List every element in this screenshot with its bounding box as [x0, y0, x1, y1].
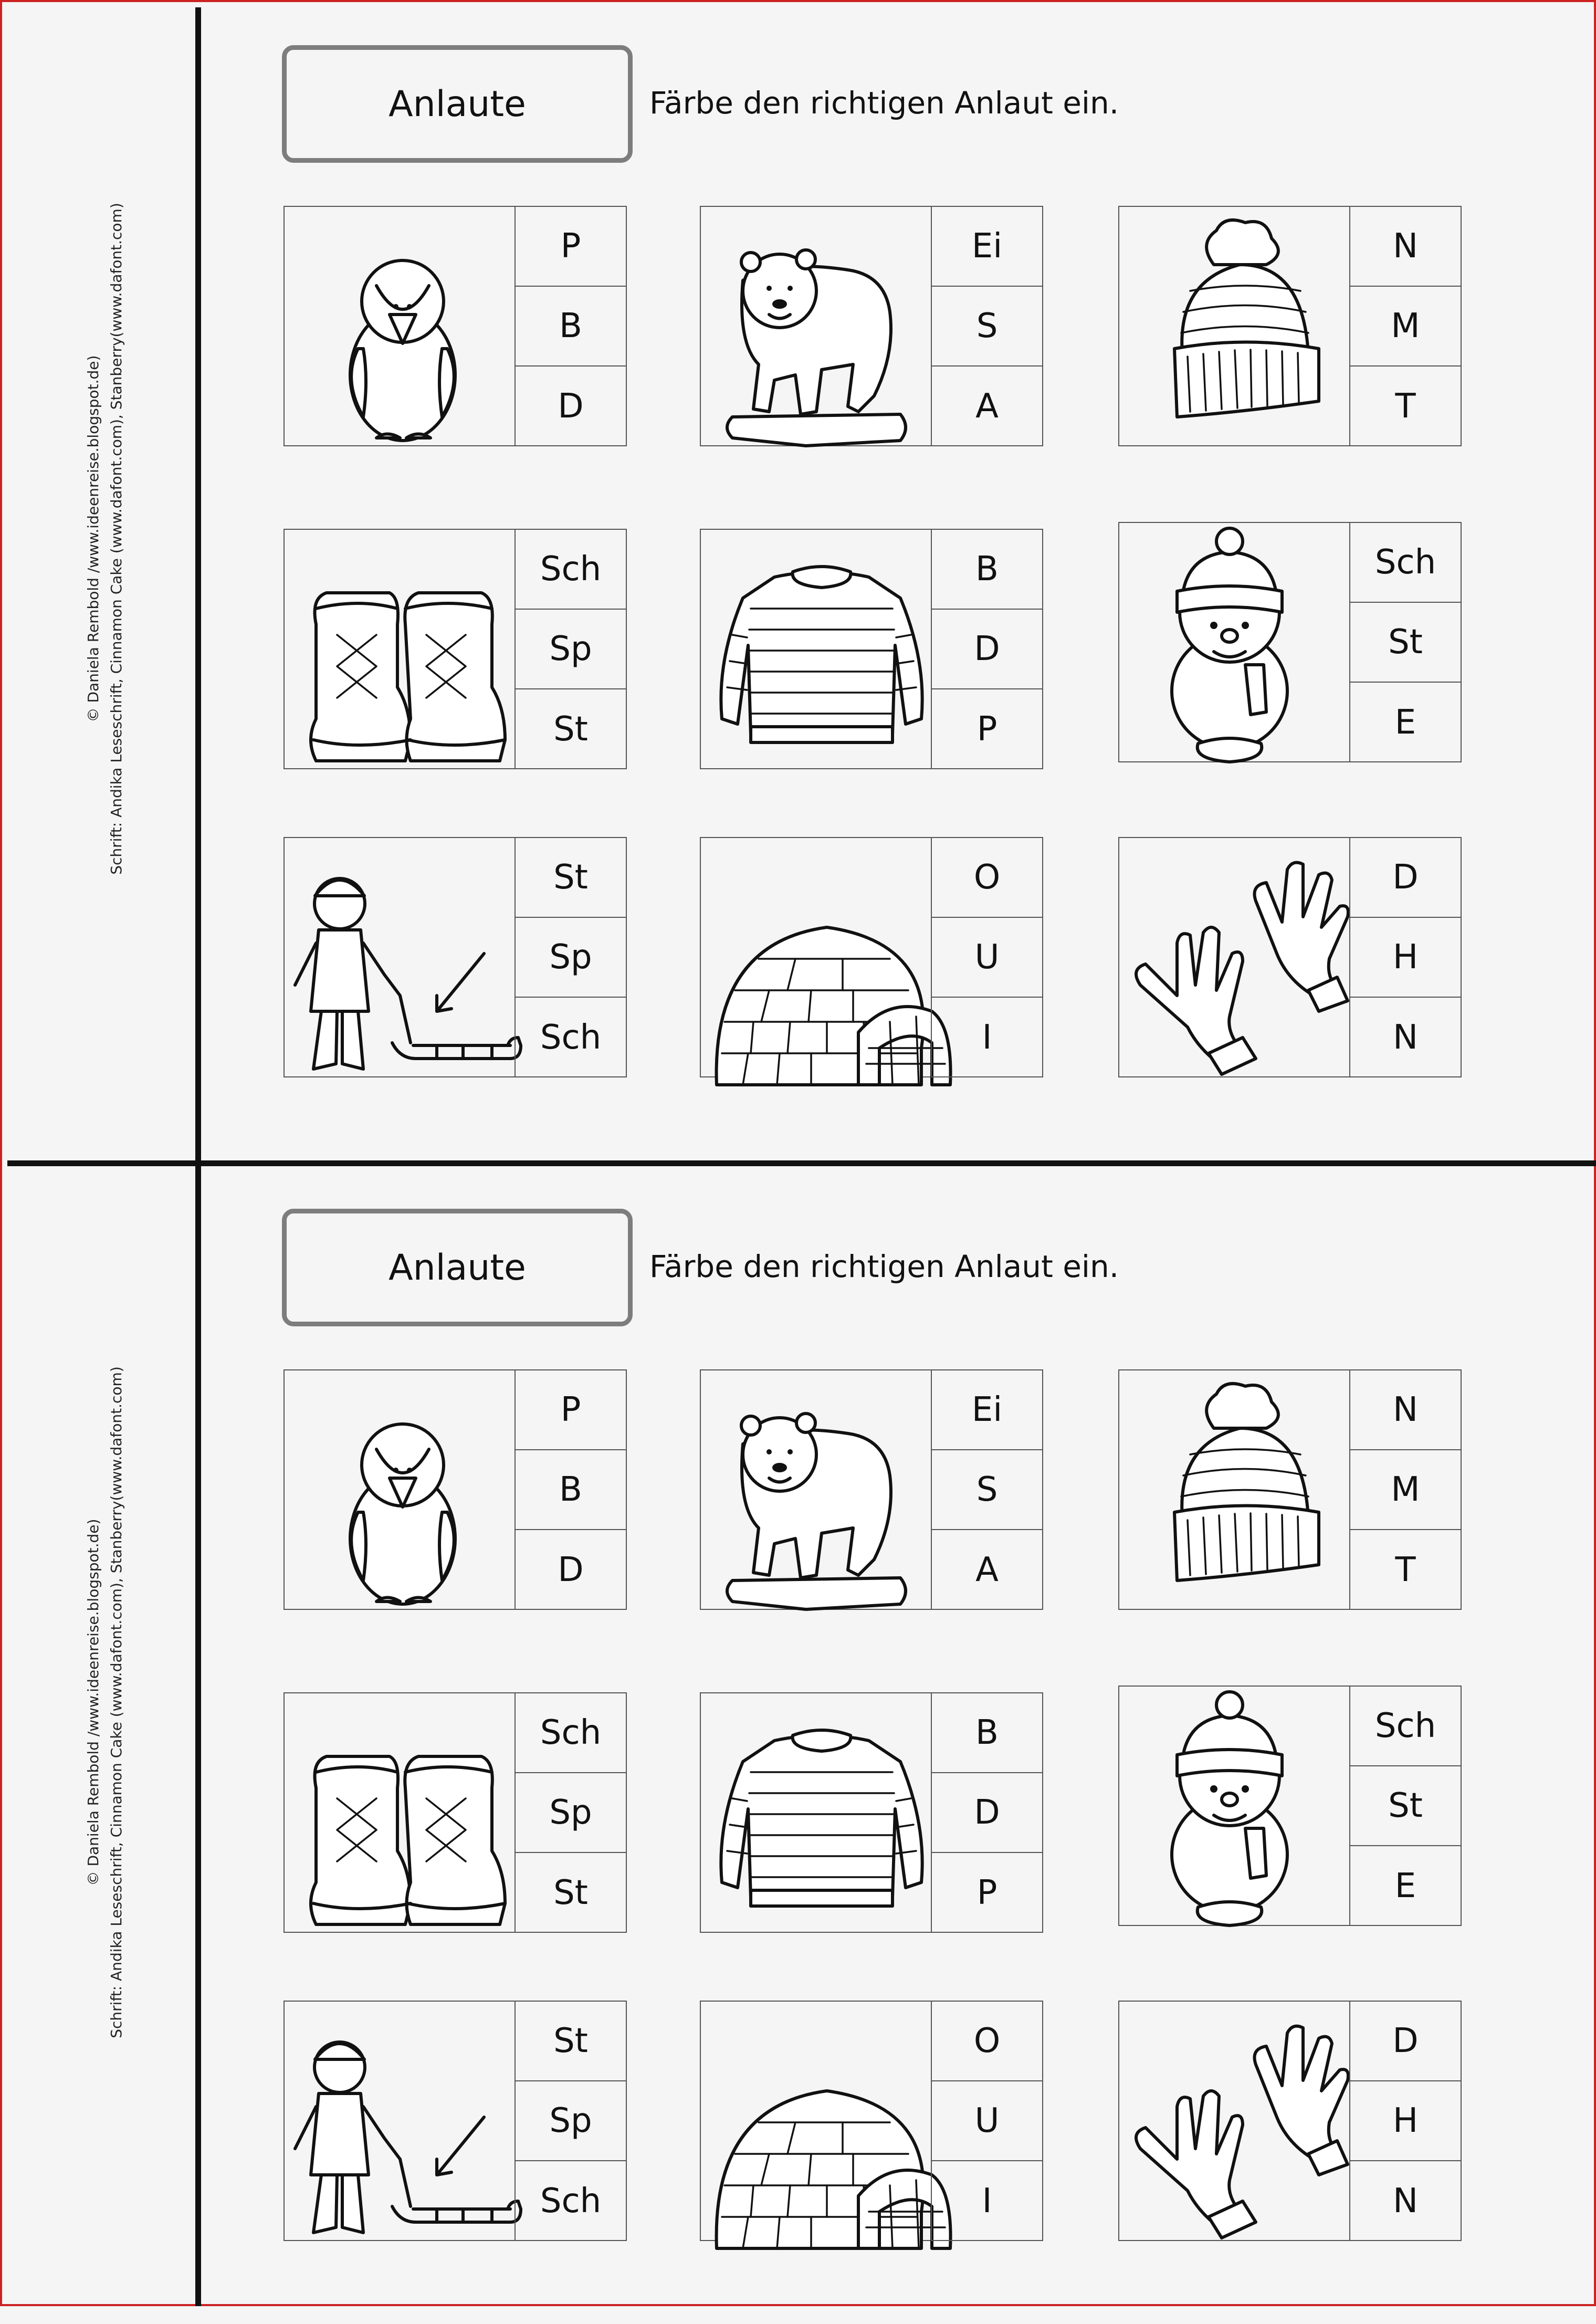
- option-cell[interactable]: N: [1350, 207, 1461, 287]
- task-card: [700, 206, 1043, 446]
- option-cell[interactable]: Sch: [1350, 523, 1461, 603]
- option-cell[interactable]: D: [1350, 2002, 1461, 2081]
- option-cell[interactable]: S: [932, 287, 1042, 367]
- task-card: [1118, 2001, 1462, 2241]
- snowman-icon: [1118, 522, 1350, 762]
- task-card: [700, 1692, 1043, 1933]
- worksheet-bottom: [0, 1171, 1596, 2324]
- option-cell[interactable]: St: [1350, 603, 1461, 683]
- option-cell[interactable]: A: [975, 387, 999, 426]
- task-card: [1118, 206, 1462, 446]
- option-cell[interactable]: B: [516, 287, 626, 367]
- igloo-icon: [700, 837, 932, 1077]
- credit-line-1: © Daniela Rembold /www.ideenreise.blogspot.de): [85, 355, 102, 723]
- option-cell[interactable]: St: [516, 2002, 626, 2081]
- option-column: [514, 837, 627, 1077]
- title-box: [282, 45, 633, 163]
- option-cell[interactable]: D: [932, 610, 1042, 689]
- option-cell[interactable]: Ei: [932, 207, 1042, 287]
- task-card: [284, 1692, 627, 1933]
- option-cell[interactable]: P: [976, 710, 998, 749]
- option-column: [514, 1369, 627, 1610]
- option-cell[interactable]: B: [932, 530, 1042, 610]
- worksheet-title: Anlaute: [388, 1247, 526, 1289]
- option-cell[interactable]: B: [516, 1450, 626, 1530]
- hat-icon: [1118, 206, 1350, 446]
- option-cell[interactable]: D: [1350, 838, 1461, 918]
- sweater-icon: [700, 1692, 932, 1933]
- option-cell[interactable]: Sp: [516, 918, 626, 998]
- option-column: [514, 2001, 627, 2241]
- option-cell[interactable]: N: [1350, 1370, 1461, 1450]
- option-column: [514, 206, 627, 446]
- instruction-text: Färbe den richtigen Anlaut ein.: [649, 85, 1119, 121]
- option-column: [931, 1692, 1043, 1933]
- penguin-icon: [284, 1369, 516, 1610]
- option-cell[interactable]: P: [516, 207, 626, 287]
- option-column: [931, 206, 1043, 446]
- option-cell[interactable]: S: [932, 1450, 1042, 1530]
- option-cell[interactable]: M: [1350, 1450, 1461, 1530]
- option-cell[interactable]: A: [975, 1551, 999, 1589]
- option-column: [1349, 1686, 1462, 1926]
- option-cell[interactable]: Sch: [516, 1693, 626, 1773]
- option-cell[interactable]: St: [553, 710, 588, 749]
- option-cell[interactable]: U: [932, 918, 1042, 998]
- option-cell[interactable]: O: [932, 2002, 1042, 2081]
- option-column: [1349, 2001, 1462, 2241]
- instruction-text: Färbe den richtigen Anlaut ein.: [649, 1249, 1119, 1284]
- sweater-icon: [700, 529, 932, 769]
- option-cell[interactable]: I: [982, 1018, 992, 1057]
- option-cell[interactable]: N: [1393, 2182, 1418, 2221]
- igloo-icon: [700, 2001, 932, 2241]
- boots-icon: [284, 529, 516, 769]
- title-box: [282, 1209, 633, 1326]
- option-column: [1349, 206, 1462, 446]
- option-cell[interactable]: T: [1395, 1551, 1416, 1589]
- option-cell[interactable]: P: [516, 1370, 626, 1450]
- option-column: [931, 1369, 1043, 1610]
- credit-line-1: © Daniela Rembold /www.ideenreise.blogspot.de): [85, 1519, 102, 1886]
- option-column: [931, 837, 1043, 1077]
- option-column: [1349, 1369, 1462, 1610]
- option-cell[interactable]: Ei: [932, 1370, 1042, 1450]
- worksheet-title: Anlaute: [388, 83, 526, 125]
- credit-line-2: Schrift: Andika Leseschrift, Cinnamon Cake (www.dafont.com), Stanberry(www.dafont.com): [108, 1366, 125, 2038]
- option-cell[interactable]: D: [932, 1773, 1042, 1853]
- option-column: [1349, 837, 1462, 1077]
- option-cell[interactable]: B: [932, 1693, 1042, 1773]
- option-cell[interactable]: H: [1350, 918, 1461, 998]
- polar-bear-icon: [700, 206, 932, 446]
- penguin-icon: [284, 206, 516, 446]
- boots-icon: [284, 1692, 516, 1933]
- sled-icon: [284, 2001, 516, 2241]
- task-card: [284, 2001, 627, 2241]
- task-card: [1118, 1686, 1462, 1926]
- option-column: [514, 529, 627, 769]
- option-cell[interactable]: Sch: [516, 530, 626, 610]
- option-cell[interactable]: Sch: [540, 1018, 602, 1057]
- gloves-icon: [1118, 837, 1350, 1077]
- option-cell[interactable]: N: [1393, 1018, 1418, 1057]
- option-cell[interactable]: P: [976, 1873, 998, 1912]
- option-cell[interactable]: T: [1395, 387, 1416, 426]
- task-card: [700, 529, 1043, 769]
- option-cell[interactable]: Sch: [1350, 1687, 1461, 1766]
- task-card: [700, 2001, 1043, 2241]
- option-cell[interactable]: H: [1350, 2081, 1461, 2161]
- task-card: [1118, 1369, 1462, 1610]
- credit-text: [82, 145, 128, 933]
- option-column: [1349, 522, 1462, 762]
- option-cell[interactable]: Sch: [540, 2182, 602, 2221]
- option-cell[interactable]: U: [932, 2081, 1042, 2161]
- option-column: [931, 529, 1043, 769]
- credit-text: [82, 1308, 128, 2096]
- option-cell[interactable]: M: [1350, 287, 1461, 367]
- option-cell[interactable]: St: [553, 1873, 588, 1912]
- task-card: [1118, 837, 1462, 1077]
- option-cell[interactable]: E: [1394, 703, 1416, 742]
- task-card: [284, 529, 627, 769]
- credit-line-2: Schrift: Andika Leseschrift, Cinnamon Cake (www.dafont.com), Stanberry(www.dafont.com): [108, 203, 125, 875]
- polar-bear-icon: [700, 1369, 932, 1610]
- task-card: [700, 1369, 1043, 1610]
- option-cell[interactable]: I: [982, 2182, 992, 2221]
- option-cell[interactable]: D: [558, 1551, 584, 1589]
- task-card: [284, 206, 627, 446]
- task-card: [284, 1369, 627, 1610]
- option-cell[interactable]: Sp: [516, 1773, 626, 1853]
- option-column: [514, 1692, 627, 1933]
- option-cell[interactable]: Sp: [516, 610, 626, 689]
- option-cell[interactable]: E: [1394, 1867, 1416, 1906]
- option-cell[interactable]: O: [932, 838, 1042, 918]
- gloves-icon: [1118, 2001, 1350, 2241]
- option-cell[interactable]: St: [516, 838, 626, 918]
- sled-icon: [284, 837, 516, 1077]
- option-cell[interactable]: Sp: [516, 2081, 626, 2161]
- hat-icon: [1118, 1369, 1350, 1610]
- option-column: [931, 2001, 1043, 2241]
- task-card: [1118, 522, 1462, 762]
- task-card: [284, 837, 627, 1077]
- option-cell[interactable]: D: [558, 387, 584, 426]
- snowman-icon: [1118, 1686, 1350, 1926]
- task-card: [700, 837, 1043, 1077]
- cut-line: [7, 1160, 1596, 1166]
- worksheet-top: [0, 7, 1596, 1160]
- option-cell[interactable]: St: [1350, 1766, 1461, 1846]
